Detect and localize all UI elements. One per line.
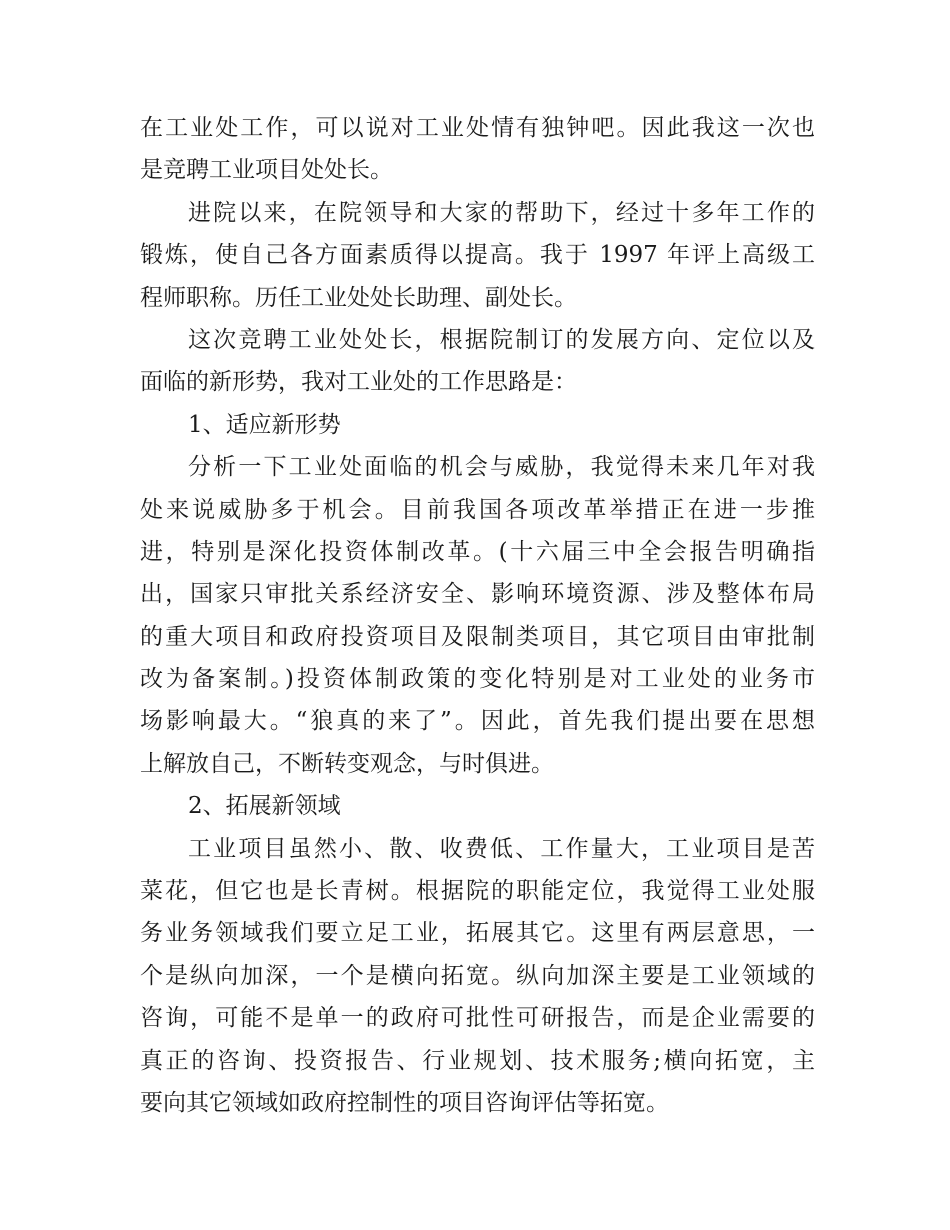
text-line: 出，国家只审批关系经济安全、影响环境资源、涉及整体布局 (140, 581, 815, 608)
text-line: 务业务领域我们要立足工业，拓展其它。这里有两层意思，一 (140, 920, 815, 947)
text-line: 的重大项目和政府投资项目及限制类项目，其它项目由审批制 (140, 623, 815, 650)
text-line: 面临的新形势，我对工业处的工作思路是： (140, 369, 577, 396)
text-line: 处来说威胁多于机会。目前我国各项改革举措正在进一步推 (140, 496, 815, 523)
text-line: 咨询，可能不是单一的政府可批性可研报告，而是企业需要的 (140, 1005, 815, 1032)
text-line: 工业项目虽然小、散、收费低、工作量大，工业项目是苦 (188, 835, 815, 862)
text-line: 在工业处工作，可以说对工业处情有独钟吧。因此我这一次也 (140, 115, 815, 141)
text-line: 个是纵向加深，一个是横向拓宽。纵向加深主要是工业领域的 (140, 962, 815, 989)
text-line: 这次竞聘工业处处长，根据院制订的发展方向、定位以及 (188, 326, 815, 353)
section-heading: 2、拓展新领域 (188, 793, 341, 820)
text-line: 进院以来，在院领导和大家的帮助下，经过十多年工作的 (188, 199, 815, 226)
text-line: 菜花，但它也是长青树。根据院的职能定位，我觉得工业处服 (140, 878, 815, 905)
section-heading: 1、适应新形势 (188, 411, 341, 438)
text-line: 改为备案制。)投资体制政策的变化特别是对工业处的业务市 (140, 666, 815, 693)
text-line: 场影响最大。“狼真的来了”。因此，首先我们提出要在思想 (140, 708, 815, 735)
text-line: 是竞聘工业项目处处长。 (140, 157, 393, 184)
text-line: 上解放自己，不断转变观念，与时俱进。 (140, 750, 554, 777)
text-line: 进，特别是深化投资体制改革。(十六届三中全会报告明确指 (140, 538, 815, 565)
text-line: 要向其它领域如政府控制性的项目咨询评估等拓宽。 (140, 1089, 669, 1116)
text-line: 程师职称。历任工业处处长助理、副处长。 (140, 284, 577, 311)
document-body (140, 107, 815, 1124)
text-line: 真正的咨询、投资报告、行业规划、技术服务;横向拓宽，主 (140, 1047, 815, 1074)
text-line: 锻炼，使自己各方面素质得以提高。我于 1997 年评上高级工 (140, 242, 815, 269)
text-line: 分析一下工业处面临的机会与威胁，我觉得未来几年对我 (188, 454, 815, 481)
